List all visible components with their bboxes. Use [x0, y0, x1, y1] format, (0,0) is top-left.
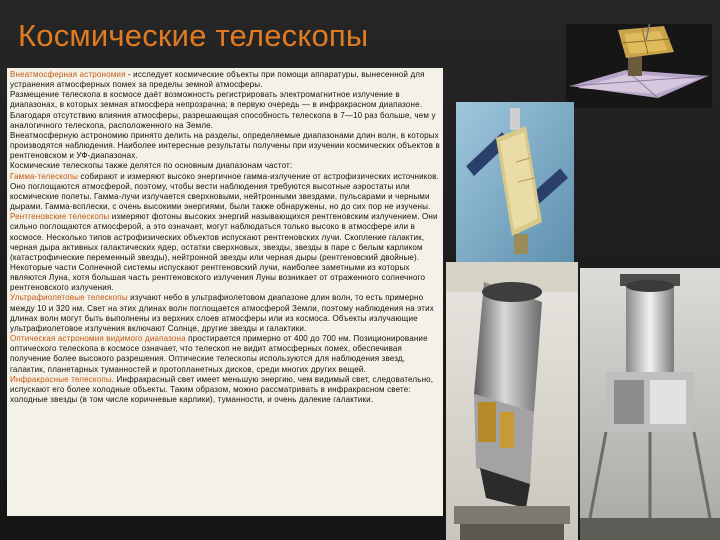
paragraph-text: . Инфракрасный свет имеет меньшую энергию, чем видимый свет, следовательно, испускают его более холодные объекты. Таким образом, можно рассматривать в инфракрасном свете: холодные звезды (в том числе коричневые карлики), туманности, и очень далекие галактики. — [10, 374, 434, 404]
paragraph-text: Размещение телескопа в космосе даёт возможность регистрировать электромагнитное излучение в диапазонах, в которых земная атмосфера непрозрачна; в первую очередь — в инфракрасном диапазоне. Благодаря отсутствию влияния атмосферы, разрешающая способность телескопа в 7—10 раз больше, чем у аналогичного телескопа, расположенного на Земле. — [10, 90, 436, 130]
lab-telescope-image — [580, 268, 720, 540]
slide-title: Космические телескопы — [18, 18, 369, 53]
term: Ультрафиолетовые телескопы — [10, 293, 128, 303]
paragraph — [10, 131, 442, 161]
term: Инфракрасные телескопы — [10, 374, 112, 384]
paragraph-text: Космические телескопы также делятся по основным диапазонам частот: — [10, 161, 293, 171]
term: Внеатмосферная астрономия — [10, 70, 126, 79]
paragraph-text: Внеатмосферную астрономию принято делить на разделы, определяемые диапазонами длин волн, в которых производятся наблюдения. Наиболее интересные результаты получены при изучении космических объектов в рентгеновском и УФ-диапазонах. — [10, 130, 440, 161]
paragraph — [10, 293, 442, 334]
satellite-image — [456, 102, 574, 268]
paragraph — [10, 161, 442, 171]
paragraph — [10, 375, 442, 405]
paragraph — [10, 212, 442, 293]
paragraph-text: измеряют фотоны высоких энергий называющихся рентгеновским излучением. Они сильно поглощаются атмосферой, а это означает, могут наблюдаться только высоко в атмосфере или в космосе. Несколько типов астрофизических объектов испускают рентгеновских лучи. Скопление галактик, черная дыра активных галактических ядер, остатки сверхновых, звезды, звезды в паре с белым карликом (катастрофические переменный звезды), нейтронной звезды или черная дыры (рентгеновский двойные). Некоторые части Солнечной системы испускают рентгеновский лучи, наиболее заметными из которых являются Луна, хотя большая часть рентгеновского излучения Луны возникает от отраженного солнечного рентгеновского излучения. — [10, 212, 438, 293]
sunshield-telescope-image — [566, 24, 712, 108]
paragraph-text: - исследует космические объекты при помощи аппаратуры, вынесенной для устранения атмосферных помех за пределы земной атмосферы. — [10, 70, 425, 90]
term: Гамма-телескопы — [10, 171, 79, 181]
paragraph — [10, 172, 442, 213]
term: Рентгеновские телескопы — [10, 212, 110, 222]
paragraph-text: простирается примерно от 400 до 700 нм. Позиционирование оптического телескопа в космосе означает, что телескоп не видит атмосферных помех, обеспечивая получение более высокого разрешения. Оптические телескопы используются для наблюдения звезд, галактик, планетарных туманностей и протопланетных дисков, среди многих других вещей. — [10, 334, 428, 374]
paragraph — [10, 90, 442, 131]
paragraph-text: собирают и измеряют высоко энергичное гамма-излучение от астрофизических источников. Оно поглощаются атмосферой, поэтому, чтобы вести наблюдения требуются высотные аэростаты или космические полеты. Гамма-лучи излучается сверхновыми, нейтронными звездами, пульсарами и черными дырами. Гамма-всплески, с очень высокими энергиями, были также обнаружены, но до сих пор не изучены. — [10, 171, 439, 212]
term: Оптическая астрономия видимого диапазона — [10, 334, 186, 344]
paragraph — [10, 334, 442, 375]
paragraph — [10, 70, 442, 90]
paragraph-text: изучают небо в ультрафиолетовом диапазоне длин волн, то есть примерно между 10 и 320 нм. Свет на этих длинах волн поглощается атмосферой Земли, поэтому наблюдения на этих длинах волн могут быть выполнены из верхних слоев атмосферы или из космоса. Объекты излучающие ультрафиолетовое излучения включают Солнце, другие звезды и галактики. — [10, 293, 434, 333]
clean-room-telescope-image — [446, 262, 578, 540]
body-text — [10, 70, 442, 516]
